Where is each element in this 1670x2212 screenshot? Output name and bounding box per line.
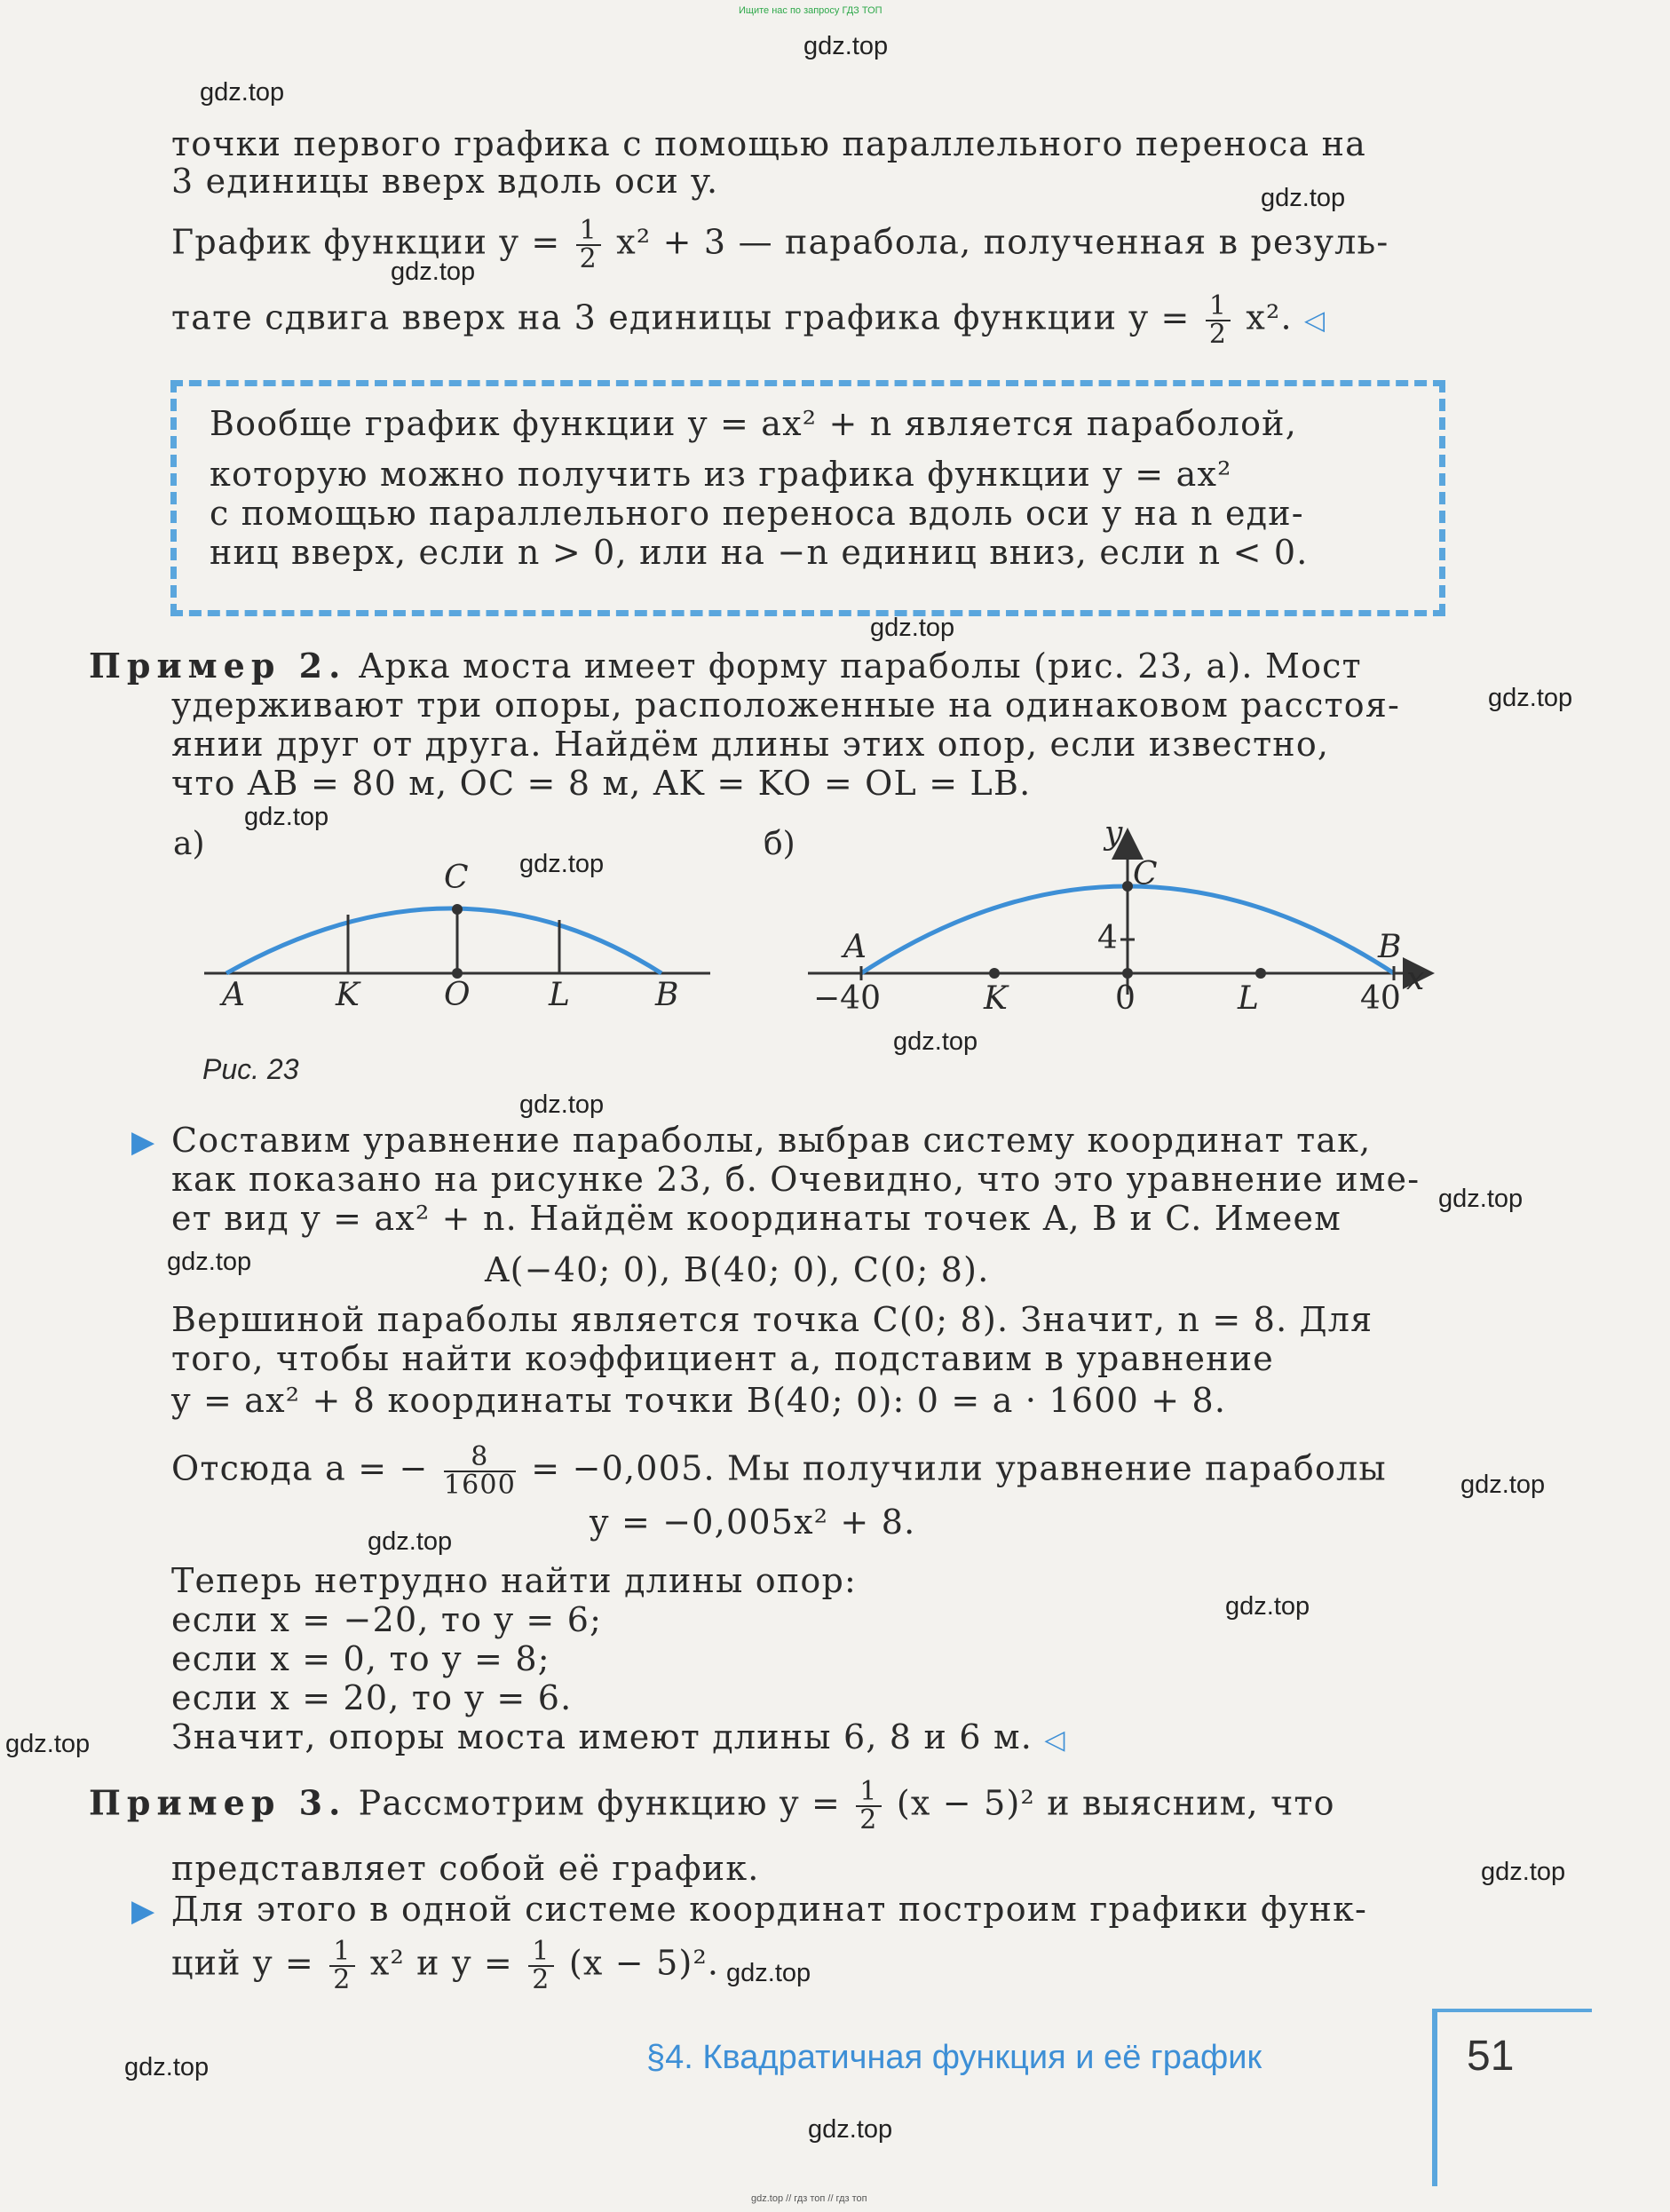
fraction: $\frac{1}{2}$ xyxy=(856,1779,881,1834)
tick-label: 40 xyxy=(1360,980,1401,1017)
page-number: 51 xyxy=(1467,2033,1515,2080)
watermark: gdz.top xyxy=(808,2115,893,2144)
footer-divider xyxy=(1432,2009,1592,2012)
fraction: $\frac{1}{2}$ xyxy=(1206,293,1231,348)
solution-start-icon: ▶ xyxy=(131,1124,155,1160)
watermark: gdz.top xyxy=(391,258,476,286)
solution-line: как показано на рисунке 23, б. Очевидно, что это уравнение име- xyxy=(171,1160,1421,1199)
watermark: gdz.top xyxy=(200,78,285,107)
tick-label: 0 xyxy=(1115,980,1136,1017)
bottom-note: gdz.top // гдз топ // гдз топ xyxy=(751,2193,867,2204)
para-line: 3 единицы вверх вдоль оси y. xyxy=(171,162,719,201)
watermark: gdz.top xyxy=(1225,1592,1310,1621)
axis-label: y xyxy=(1104,815,1123,852)
point-label: L xyxy=(1238,980,1259,1017)
top-note: Ищите нас по запросу ГДЗ ТОП xyxy=(739,5,882,16)
watermark: gdz.top xyxy=(870,614,955,642)
point-label: C xyxy=(444,860,469,896)
watermark: gdz.top xyxy=(726,1959,811,1987)
fraction: $\frac{1}{2}$ xyxy=(329,1938,354,1994)
para-line: тате сдвига вверх на 3 единицы графика функции y = $\frac{1}{2}$ x². ◁ xyxy=(171,290,1326,350)
watermark: gdz.top xyxy=(519,850,605,878)
example-2-line: янии друг от друга. Найдём длины этих опор, если известно, xyxy=(171,725,1330,764)
point-label: C xyxy=(1133,856,1158,892)
figure-caption: Рис. 23 xyxy=(202,1053,299,1085)
watermark: gdz.top xyxy=(803,32,889,60)
point-label: O xyxy=(444,977,471,1013)
solution-line: если x = 0, то y = 8; xyxy=(171,1639,550,1678)
solution-line: Теперь нетрудно найти длины опор: xyxy=(171,1561,858,1600)
point-label: K xyxy=(336,977,360,1013)
point-k xyxy=(989,968,1000,979)
solution-line: Составим уравнение параболы, выбрав систему координат так, xyxy=(171,1121,1372,1160)
solution-line: Значит, опоры моста имеют длины 6, 8 и 6 м. ◁ xyxy=(171,1717,1066,1756)
solution-line: y = ax² + 8 координаты точки B(40; 0): 0 = a · 1600 + 8. xyxy=(171,1381,1227,1420)
figure-b-label: б) xyxy=(764,826,795,862)
watermark: gdz.top xyxy=(167,1248,252,1276)
figure-b xyxy=(781,826,1438,1003)
arch-curve xyxy=(226,908,661,973)
watermark: gdz.top xyxy=(893,1027,978,1056)
footer-divider xyxy=(1432,2009,1437,2186)
watermark: gdz.top xyxy=(244,803,329,831)
end-of-solution-icon: ◁ xyxy=(1044,1724,1066,1756)
point-label: K xyxy=(984,980,1008,1017)
example-label: Пример 3. xyxy=(89,1782,347,1823)
example-3-line: представляет собой её график. xyxy=(171,1849,760,1888)
example-2-line: удерживают три опоры, расположенные на одинаковом расстоя- xyxy=(171,686,1401,725)
para-line: График функции y = $\frac{1}{2}$ x² + 3 — парабола, полученная в резуль- xyxy=(171,215,1389,274)
solution-line: Отсюда a = − $\frac{8}{1600}$ = −0,005. Мы получили уравнение параболы xyxy=(171,1441,1387,1501)
point-label: B xyxy=(655,977,679,1013)
example-3-line: Для этого в одной системе координат построим графики функ- xyxy=(171,1890,1368,1929)
rule-line: которую можно получить из графика функции y = ax² xyxy=(210,455,1232,494)
rule-line: Вообще график функции y = ax² + n является параболой, xyxy=(210,404,1297,443)
watermark: gdz.top xyxy=(5,1730,91,1758)
watermark: gdz.top xyxy=(519,1090,605,1119)
solution-line: A(−40; 0), B(40; 0), C(0; 8). xyxy=(485,1250,990,1289)
solution-line: если x = −20, то y = 6; xyxy=(171,1600,603,1639)
example-3-line: ций y = $\frac{1}{2}$ x² и y = $\frac{1}{2}$ (x − 5)². xyxy=(171,1936,720,1995)
point-c xyxy=(452,904,463,915)
watermark: gdz.top xyxy=(124,2053,210,2081)
solution-line: того, чтобы найти коэффициент a, подставим в уравнение xyxy=(171,1339,1274,1378)
fraction: $\frac{1}{2}$ xyxy=(576,218,601,273)
point-label: A xyxy=(843,929,867,965)
watermark: gdz.top xyxy=(1261,184,1346,212)
example-2-line: Пример 2. Арка моста имеет форму параболы (рис. 23, а). Мост xyxy=(89,646,1362,686)
point-l xyxy=(1255,968,1266,979)
point-label: A xyxy=(222,977,245,1013)
watermark: gdz.top xyxy=(1438,1185,1524,1213)
footer-section-title: §4. Квадратичная функция и её график xyxy=(646,2039,1262,2076)
axis-label: x xyxy=(1406,961,1425,997)
fraction: $\frac{1}{2}$ xyxy=(528,1938,553,1994)
rule-line: с помощью параллельного переноса вдоль оси y на n еди- xyxy=(210,494,1304,533)
solution-line: если x = 20, то y = 6. xyxy=(171,1678,573,1717)
para-line: точки первого графика с помощью параллельного переноса на xyxy=(171,124,1366,163)
end-of-solution-icon: ◁ xyxy=(1304,305,1326,337)
example-label: Пример 2. xyxy=(89,646,347,686)
tick-label: −40 xyxy=(813,980,881,1017)
point-label: B xyxy=(1378,929,1402,965)
watermark: gdz.top xyxy=(1488,684,1573,712)
solution-line: ет вид y = ax² + n. Найдём координаты точек A, B и C. Имеем xyxy=(171,1199,1342,1238)
tick-label: 4 xyxy=(1097,920,1118,956)
watermark: gdz.top xyxy=(1481,1858,1566,1886)
watermark: gdz.top xyxy=(368,1527,453,1556)
figure-a-label: а) xyxy=(173,826,205,862)
solution-line: y = −0,005x² + 8. xyxy=(590,1502,916,1542)
fraction: $\frac{8}{1600}$ xyxy=(443,1441,517,1501)
point-label: L xyxy=(549,977,570,1013)
point-c xyxy=(1122,881,1133,892)
solution-start-icon: ▶ xyxy=(131,1893,155,1929)
example-3-line: Пример 3. Рассмотрим функцию y = $\frac{1}{2}$ (x − 5)² и выясним, что xyxy=(89,1776,1335,1835)
point-o xyxy=(1122,968,1133,979)
solution-line: Вершиной параболы является точка C(0; 8). Значит, n = 8. Для xyxy=(171,1300,1373,1339)
rule-line: ниц вверх, если n > 0, или на −n единиц вниз, если n < 0. xyxy=(210,533,1309,572)
watermark: gdz.top xyxy=(1460,1471,1546,1499)
example-2-line: что AB = 80 м, OC = 8 м, AK = KO = OL = LB. xyxy=(171,764,1032,803)
